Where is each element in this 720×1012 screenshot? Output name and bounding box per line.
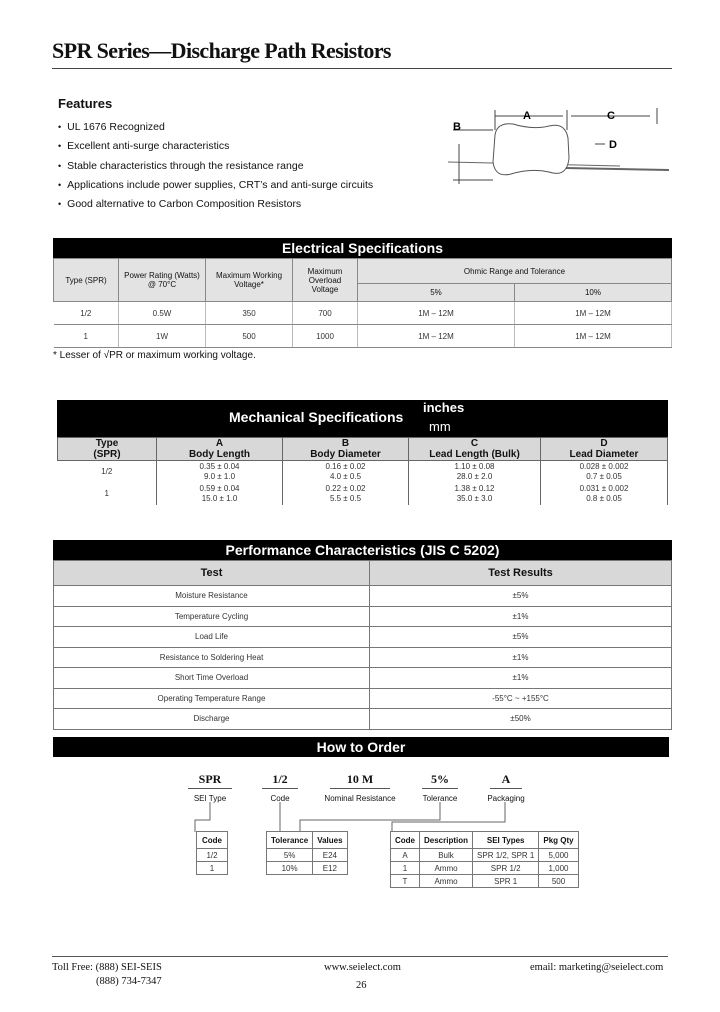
cell-test: Discharge	[54, 709, 370, 730]
cell-result: -55°C ~ +155°C	[370, 688, 672, 709]
cell-c	[409, 461, 541, 484]
cell-type: 1	[54, 325, 119, 348]
list-item: • Excellent anti-surge characteristics	[58, 137, 373, 156]
underline	[422, 788, 458, 789]
col-test: Test	[54, 561, 370, 586]
cell-c	[409, 483, 541, 505]
col-code: A	[215, 438, 224, 449]
cell-test: Operating Temperature Range	[54, 688, 370, 709]
cell-d	[541, 461, 668, 484]
value-inches: 0.028 ± 0.002	[579, 462, 629, 471]
col-working-voltage: Maximum Working Voltage*	[206, 259, 293, 302]
footer-toll-free: Toll Free: (888) SEI-SEIS	[52, 962, 162, 973]
table-row	[54, 668, 672, 689]
cell-code: 1	[391, 862, 420, 875]
col-code: Code	[197, 832, 228, 849]
value-inches: 1.10 ± 0.08	[454, 462, 495, 471]
col-ohmic-range: Ohmic Range and Tolerance	[358, 259, 672, 284]
electrical-specs-table	[53, 258, 672, 348]
list-item: • Applications include power supplies, CRT’s and anti-surge circuits	[58, 176, 373, 195]
cell-test: Load Life	[54, 627, 370, 648]
cell-overload: 1000	[293, 325, 358, 348]
cell-type: 1	[58, 483, 157, 505]
cell-test: Moisture Resistance	[54, 586, 370, 607]
order-label-tolerance: Tolerance	[422, 794, 458, 803]
cell-overload: 700	[293, 302, 358, 325]
col-label: Body Diameter	[310, 449, 381, 460]
order-code-size: 1/2	[272, 772, 288, 786]
cell-description: Ammo	[420, 875, 473, 888]
label-c: C	[607, 110, 615, 122]
cell-sei-types: SPR 1/2, SPR 1	[473, 849, 539, 862]
list-item: • UL 1676 Recognized	[58, 118, 373, 137]
label-b: B	[453, 121, 461, 133]
col-description: Description	[420, 832, 473, 849]
cell-working: 500	[206, 325, 293, 348]
col-label: Body Length	[188, 449, 251, 460]
cell-test: Resistance to Soldering Heat	[54, 647, 370, 668]
cell-values: E12	[313, 862, 347, 875]
mechanical-specs-table	[57, 437, 668, 505]
value-inches: 1.38 ± 0.12	[454, 484, 495, 493]
underline	[330, 788, 390, 789]
table-row	[267, 849, 348, 862]
value-inches: 0.35 ± 0.04	[199, 462, 240, 471]
order-code-resistance: 10 M	[346, 772, 374, 786]
value-mm: 35.0 ± 3.0	[456, 494, 493, 503]
underline	[262, 788, 298, 789]
resistor-body	[493, 124, 569, 175]
col-code: Type	[95, 438, 119, 449]
footer-website[interactable]: www.seielect.com	[324, 962, 401, 973]
cell-tolerance: 5%	[267, 849, 313, 862]
cell-range-10: 1M – 12M	[515, 302, 672, 325]
underline	[188, 788, 232, 789]
cell-type: 1/2	[54, 302, 119, 325]
footer-email[interactable]: email: marketing@seielect.com	[530, 962, 664, 973]
order-label-code: Code	[270, 794, 290, 803]
col-label: Lead Length (Bulk)	[429, 449, 520, 460]
cell-range-5: 1M – 12M	[358, 325, 515, 348]
cell-d	[541, 483, 668, 505]
cell-b	[283, 461, 409, 484]
order-label-type: SEI Type	[193, 794, 227, 803]
units-mm: mm	[429, 419, 451, 434]
cell-test: Temperature Cycling	[54, 606, 370, 627]
underline	[490, 788, 522, 789]
value-mm: 0.7 ± 0.05	[586, 472, 622, 481]
order-connectors	[0, 802, 720, 836]
col-power: Power Rating (Watts) @ 70°C	[119, 259, 206, 302]
code-table	[196, 831, 228, 875]
col-sei-types: SEI Types	[473, 832, 539, 849]
cell-sei-types: SPR 1/2	[473, 862, 539, 875]
cell-sei-types: SPR 1	[473, 875, 539, 888]
mechanical-specs-title-bar	[57, 400, 668, 437]
cell-result: ±5%	[370, 586, 672, 607]
mechanical-specs-title: Mechanical Specifications	[229, 409, 404, 425]
cell-result: ±1%	[370, 668, 672, 689]
table-row	[54, 627, 672, 648]
col-b	[283, 438, 409, 461]
tolerance-table	[266, 831, 348, 875]
cell-code: 1/2	[197, 849, 228, 862]
label-d: D	[609, 139, 617, 151]
table-row	[267, 862, 348, 875]
table-row	[54, 647, 672, 668]
electrical-footnote: * Lesser of √PR or maximum working voltage.	[53, 350, 256, 361]
col-type	[58, 438, 157, 461]
cell-result: ±5%	[370, 627, 672, 648]
cell-b	[283, 483, 409, 505]
table-row	[391, 849, 579, 862]
cell-pkg-qty: 5,000	[539, 849, 578, 862]
table-row	[54, 586, 672, 607]
resistor-dimension-diagram	[445, 100, 675, 200]
list-item: • Stable characteristics through the resistance range	[58, 157, 373, 176]
table-row	[197, 862, 228, 875]
value-inches: 0.16 ± 0.02	[325, 462, 366, 471]
footer-divider	[52, 956, 668, 957]
order-code-type: SPR	[198, 772, 222, 786]
col-type: Type (SPR)	[54, 259, 119, 302]
cell-range-5: 1M – 12M	[358, 302, 515, 325]
order-label-resistance: Nominal Resistance	[324, 794, 396, 803]
col-tol-5: 5%	[358, 284, 515, 302]
cell-power: 1W	[119, 325, 206, 348]
cell-working: 350	[206, 302, 293, 325]
list-item: • Good alternative to Carbon Composition Resistors	[58, 195, 373, 214]
value-inches: 0.22 ± 0.02	[325, 484, 366, 493]
table-row	[54, 709, 672, 730]
col-results: Test Results	[370, 561, 672, 586]
cell-pkg-qty: 1,000	[539, 862, 578, 875]
table-row	[58, 461, 668, 484]
table-row	[58, 483, 668, 505]
col-c	[409, 438, 541, 461]
cell-values: E24	[313, 849, 347, 862]
cell-type: 1/2	[58, 461, 157, 484]
page-title: SPR Series—Discharge Path Resistors	[52, 38, 391, 63]
value-inches: 0.59 ± 0.04	[199, 484, 240, 493]
cell-a	[157, 483, 283, 505]
value-mm: 0.8 ± 0.05	[586, 494, 622, 503]
features-list	[58, 118, 373, 214]
title-divider	[52, 68, 672, 69]
cell-result: ±50%	[370, 709, 672, 730]
value-mm: 15.0 ± 1.0	[201, 494, 238, 503]
cell-description: Bulk	[420, 849, 473, 862]
performance-title: Performance Characteristics (JIS C 5202)	[53, 540, 672, 560]
cell-pkg-qty: 500	[539, 875, 578, 888]
value-mm: 9.0 ± 1.0	[203, 472, 236, 481]
value-mm: 4.0 ± 0.5	[329, 472, 362, 481]
cell-result: ±1%	[370, 606, 672, 627]
value-mm: 28.0 ± 2.0	[456, 472, 493, 481]
value-inches: 0.031 ± 0.002	[579, 484, 629, 493]
cell-tolerance: 10%	[267, 862, 313, 875]
label-a: A	[523, 110, 531, 122]
how-to-order-title: How to Order	[53, 737, 669, 757]
electrical-specs-title: Electrical Specifications	[53, 238, 672, 258]
cell-code: 1	[197, 862, 228, 875]
cell-a	[157, 461, 283, 484]
table-row	[54, 606, 672, 627]
col-d	[541, 438, 668, 461]
cell-test: Short Time Overload	[54, 668, 370, 689]
cell-power: 0.5W	[119, 302, 206, 325]
table-row	[54, 325, 672, 348]
col-a	[157, 438, 283, 461]
col-label: Lead Diameter	[569, 449, 639, 460]
units-inches: inches	[423, 400, 465, 415]
col-tol-10: 10%	[515, 284, 672, 302]
table-row	[54, 688, 672, 709]
table-row	[54, 302, 672, 325]
col-tolerance: Tolerance	[267, 832, 313, 849]
cell-code: T	[391, 875, 420, 888]
features-heading: Features	[58, 96, 113, 111]
table-row	[391, 875, 579, 888]
order-code-packaging: A	[501, 772, 511, 786]
footer-phone: (888) 734-7347	[96, 976, 162, 987]
page-number: 26	[356, 980, 367, 991]
cell-description: Ammo	[420, 862, 473, 875]
table-row	[391, 862, 579, 875]
col-label: (SPR)	[93, 449, 121, 460]
col-code: D	[600, 438, 608, 449]
col-code: C	[470, 438, 479, 449]
col-code: B	[341, 438, 350, 449]
order-label-packaging: Packaging	[487, 794, 525, 803]
col-pkg-qty: Pkg Qty	[539, 832, 578, 849]
cell-range-10: 1M – 12M	[515, 325, 672, 348]
cell-result: ±1%	[370, 647, 672, 668]
col-values: Values	[313, 832, 347, 849]
cell-code: A	[391, 849, 420, 862]
performance-table	[53, 560, 672, 730]
packaging-table	[390, 831, 579, 888]
order-code-tolerance: 5%	[431, 772, 449, 786]
col-code: Code	[391, 832, 420, 849]
table-row	[197, 849, 228, 862]
value-mm: 5.5 ± 0.5	[329, 494, 362, 503]
col-overload-voltage: Maximum Overload Voltage	[293, 259, 358, 302]
